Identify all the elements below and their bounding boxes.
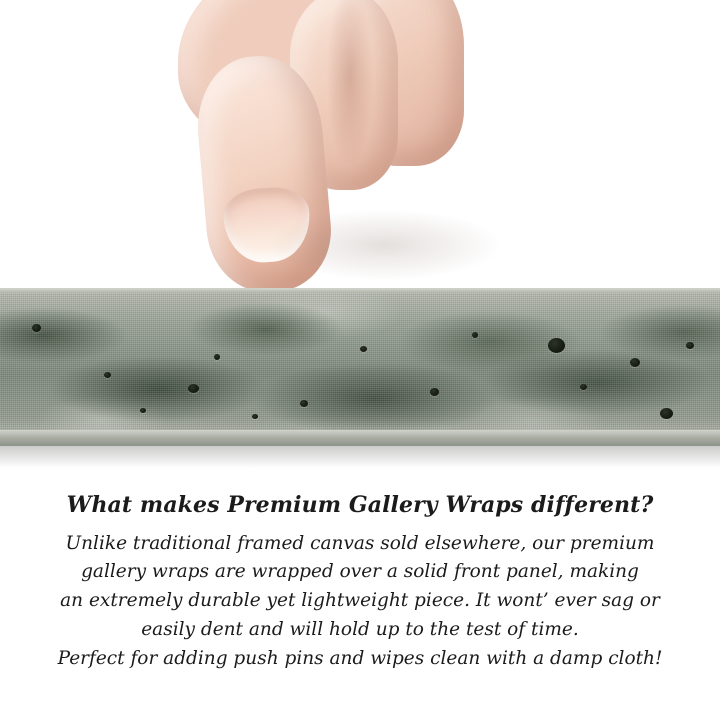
canvas-speck bbox=[660, 408, 673, 419]
caption-line: easily dent and will hold up to the test of time. bbox=[141, 619, 579, 641]
canvas-speck bbox=[580, 384, 587, 390]
caption-block bbox=[0, 492, 720, 720]
canvas-drop-shadow bbox=[0, 446, 720, 468]
canvas-top-highlight bbox=[0, 288, 720, 293]
canvas-wrap-edge bbox=[0, 288, 720, 446]
caption-line: gallery wraps are wrapped over a solid front panel, making bbox=[81, 561, 639, 583]
hand-illustration bbox=[150, 0, 480, 310]
caption-line: an extremely durable yet lightweight piece. It wont’ ever sag or bbox=[60, 590, 660, 612]
caption-body bbox=[0, 530, 720, 674]
canvas-speck bbox=[630, 358, 640, 367]
hand-contact-shadow bbox=[270, 210, 500, 280]
canvas-speck bbox=[252, 414, 258, 419]
canvas-speck bbox=[32, 324, 41, 332]
canvas-speck bbox=[686, 342, 694, 349]
canvas-speck bbox=[140, 408, 146, 413]
canvas-speck bbox=[214, 354, 220, 360]
caption-line: Perfect for adding push pins and wipes clean with a damp cloth! bbox=[57, 647, 663, 669]
canvas-speck bbox=[548, 338, 565, 353]
canvas-weave-texture bbox=[0, 288, 720, 446]
canvas-speck bbox=[104, 372, 111, 378]
canvas-speck bbox=[430, 388, 439, 396]
canvas-speck bbox=[300, 400, 308, 407]
caption-line: Unlike traditional framed canvas sold elsewhere, our premium bbox=[65, 532, 655, 554]
canvas-speck bbox=[472, 332, 478, 338]
canvas-bottom-edge bbox=[0, 430, 720, 446]
canvas-speck bbox=[360, 346, 367, 352]
caption-heading: What makes Premium Gallery Wraps different? bbox=[66, 492, 654, 518]
canvas-speck bbox=[188, 384, 199, 393]
